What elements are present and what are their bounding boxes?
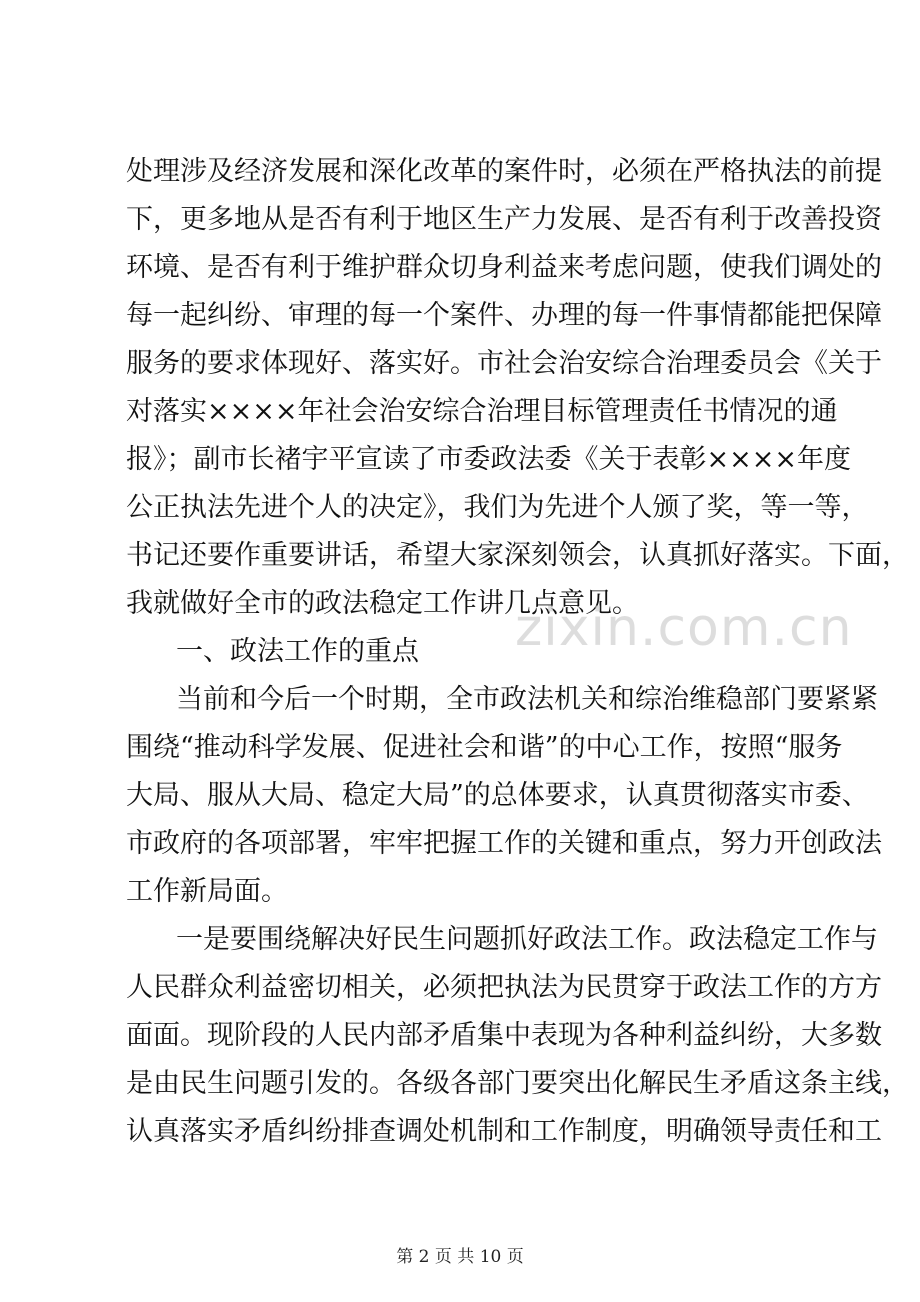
body-line: 我就做好全市的政法稳定工作讲几点意见。 — [126, 588, 639, 619]
body-line: 下，更多地从是否有利于地区生产力发展、是否有利于改善投资 — [126, 204, 882, 235]
body-line: 每一起纠纷、审理的每一个案件、办理的每一件事情都能把保障 — [126, 300, 882, 331]
body-line: 服务的要求体现好、落实好。市社会治安综合治理委员会《关于 — [126, 348, 882, 379]
watermark: zixin.com.cn — [515, 598, 853, 658]
body-line: 对落实××××年社会治安综合治理目标管理责任书情况的通 — [126, 396, 838, 427]
body-line: 市政府的各项部署，牢牢把握工作的关键和重点，努力开创政法 — [126, 828, 882, 859]
body-line: 大局、服从大局、稳定大局”的总体要求，认真贯彻落实市委、 — [126, 780, 869, 811]
body-line: 环境、是否有利于维护群众切身利益来考虑问题，使我们调处的 — [126, 252, 882, 283]
body-line: 面面。现阶段的人民内部矛盾集中表现为各种利益纠纷，大多数 — [126, 1020, 882, 1051]
body-line: 处理涉及经济发展和深化改革的案件时，必须在严格执法的前提 — [126, 156, 882, 187]
body-line: 人民群众利益密切相关，必须把执法为民贯穿于政法工作的方方 — [126, 972, 882, 1003]
body-line: 认真落实矛盾纠纷排查调处机制和工作制度，明确领导责任和工 — [126, 1116, 882, 1147]
page-number-footer: 第 2 页 共 10 页 — [396, 1247, 524, 1267]
body-line: 报》；副市长褚宇平宣读了市委政法委《关于表彰××××年度 — [126, 444, 851, 475]
body-line: 公正执法先进个人的决定》，我们为先进个人颁了奖，等一等， — [126, 492, 869, 523]
body-line: 当前和今后一个时期，全市政法机关和综治维稳部门要紧紧 — [176, 684, 878, 715]
body-line: 工作新局面。 — [126, 876, 288, 907]
body-line: 书记还要作重要讲话，希望大家深刻领会，认真抓好落实。下面， — [126, 540, 909, 571]
body-line: 一是要围绕解决好民生问题抓好政法工作。政法稳定工作与 — [176, 924, 878, 955]
body-line: 是由民生问题引发的。各级各部门要突出化解民生矛盾这条主线， — [126, 1068, 909, 1099]
body-line: 围绕“推动科学发展、促进社会和谐”的中心工作，按照“服务 — [126, 732, 843, 763]
section-heading: 一、政法工作的重点 — [176, 636, 419, 667]
